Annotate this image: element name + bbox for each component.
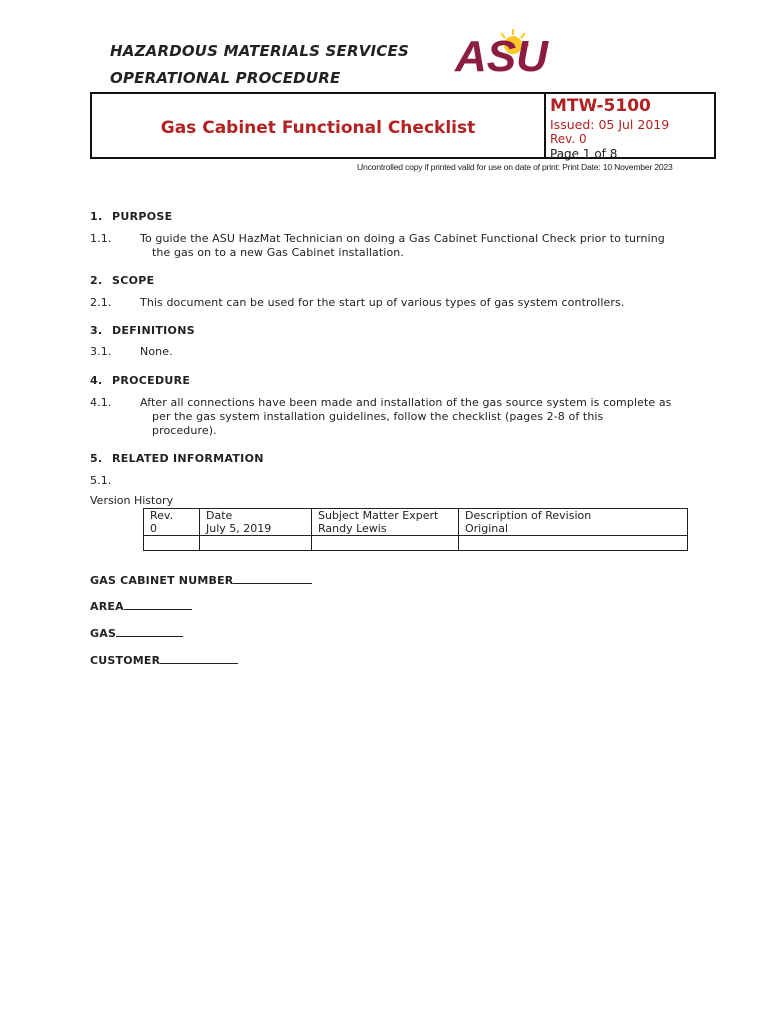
blank-line bbox=[160, 653, 238, 664]
section-heading: PROCEDURE bbox=[112, 374, 191, 387]
field-label: CUSTOMER bbox=[90, 654, 161, 667]
version-history-table bbox=[143, 508, 688, 551]
table-cell bbox=[312, 536, 459, 551]
item-text-line: After all connections have been made and installation of the gas source system is complete as bbox=[140, 396, 672, 409]
procedure-type: OPERATIONAL PROCEDURE bbox=[110, 69, 341, 87]
table-cell bbox=[200, 536, 312, 551]
item-number: 1.1. bbox=[90, 232, 112, 245]
gas-cabinet-number-field bbox=[90, 573, 312, 587]
table-cell bbox=[459, 536, 688, 551]
section-procedure-heading bbox=[90, 374, 190, 387]
section-number: 4. bbox=[90, 374, 103, 387]
blank-line bbox=[116, 626, 183, 637]
table-cell bbox=[144, 536, 200, 551]
field-label: GAS bbox=[90, 627, 117, 640]
doc-info-cell bbox=[546, 94, 714, 161]
section-number: 3. bbox=[90, 324, 103, 337]
section-heading: RELATED INFORMATION bbox=[112, 452, 264, 465]
cell-sme: Randy Lewis bbox=[318, 522, 387, 535]
page-number: Page 1 of 8 bbox=[550, 147, 618, 161]
version-history-label: Version History bbox=[90, 494, 174, 507]
title-box bbox=[90, 92, 716, 159]
section-heading: PURPOSE bbox=[112, 210, 173, 223]
item-number: 4.1. bbox=[90, 396, 112, 409]
gas-field bbox=[90, 626, 183, 640]
section-scope-heading bbox=[90, 274, 154, 287]
table-cell bbox=[459, 509, 688, 536]
org-header bbox=[110, 38, 409, 92]
cell-date: July 5, 2019 bbox=[206, 522, 272, 535]
title-cell bbox=[92, 94, 546, 157]
item-text-line: None. bbox=[140, 345, 173, 358]
area-field bbox=[90, 599, 192, 613]
item-number: 5.1. bbox=[90, 474, 112, 487]
section-heading: DEFINITIONS bbox=[112, 324, 195, 337]
item-text-line: per the gas system installation guidelines, follow the checklist (pages 2-8 of this bbox=[152, 410, 604, 423]
document-number: MTW-5100 bbox=[550, 96, 651, 116]
table-row bbox=[144, 509, 688, 536]
item-text-line: This document can be used for the start up of various types of gas system controllers. bbox=[140, 296, 625, 309]
section-definitions-heading bbox=[90, 324, 195, 337]
item-number: 2.1. bbox=[90, 296, 112, 309]
blank-line bbox=[124, 599, 192, 610]
section-heading: SCOPE bbox=[112, 274, 155, 287]
table-row bbox=[144, 536, 688, 551]
cell-description: Original bbox=[465, 522, 509, 535]
document-title: Gas Cabinet Functional Checklist bbox=[160, 117, 476, 138]
issued-date: Issued: 05 Jul 2019 bbox=[550, 117, 670, 132]
section-number: 2. bbox=[90, 274, 103, 287]
table-cell bbox=[144, 509, 200, 536]
revision: Rev. 0 bbox=[550, 132, 587, 146]
column-header-date: Date bbox=[206, 509, 233, 522]
section-purpose-heading bbox=[90, 210, 172, 223]
asu-logo-text: ASU bbox=[455, 32, 548, 81]
field-label: GAS CABINET NUMBER bbox=[90, 574, 234, 587]
item-text-line: procedure). bbox=[152, 424, 217, 437]
section-related-heading bbox=[90, 452, 264, 465]
column-header-rev: Rev. bbox=[150, 509, 174, 522]
blank-line bbox=[233, 573, 312, 584]
item-number: 3.1. bbox=[90, 345, 112, 358]
item-text-line: To guide the ASU HazMat Technician on doing a Gas Cabinet Functional Check prior to turning bbox=[140, 232, 665, 245]
uncontrolled-notice: Uncontrolled copy if printed valid for use on date of print: Print Date: 10 November 2023 bbox=[357, 162, 673, 172]
org-name: HAZARDOUS MATERIALS SERVICES bbox=[110, 42, 409, 60]
item-text-line: the gas on to a new Gas Cabinet installation. bbox=[152, 246, 404, 259]
field-label: AREA bbox=[90, 600, 124, 613]
section-number: 1. bbox=[90, 210, 103, 223]
customer-field bbox=[90, 653, 238, 667]
cell-rev: 0 bbox=[150, 522, 157, 535]
asu-logo bbox=[455, 27, 548, 81]
column-header-description: Description of Revision bbox=[465, 509, 592, 522]
column-header-sme: Subject Matter Expert bbox=[318, 509, 439, 522]
section-number: 5. bbox=[90, 452, 103, 465]
table-cell bbox=[200, 509, 312, 536]
table-cell bbox=[312, 509, 459, 536]
